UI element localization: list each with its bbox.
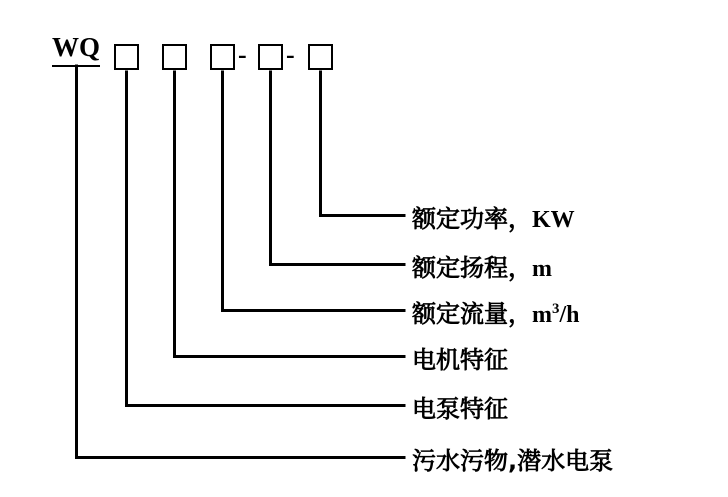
callout-rated-flow-text: 额定流量，: [412, 300, 532, 328]
callout-rated-flow: [412, 294, 579, 329]
callout-motor-feature: 电机特征: [412, 346, 508, 374]
callout-rated-flow-unit-sup: 3: [552, 301, 560, 317]
leader-rated-flow: [223, 72, 405, 311]
leader-rated-power: [321, 72, 405, 216]
callout-rated-head-unit: m: [532, 256, 552, 282]
code-prefix-wq: WQ: [52, 32, 101, 62]
leader-rated-head: [271, 72, 405, 265]
code-separator-2: -: [286, 40, 295, 69]
callout-series-name: 污水污物,潜水电泵: [412, 447, 614, 475]
callout-rated-power-unit: KW: [532, 207, 575, 233]
code-separator-1: -: [238, 40, 247, 69]
callout-rated-head: [412, 248, 552, 283]
callout-rated-head-text: 额定扬程，: [412, 254, 532, 282]
callout-pump-feature: 电泵特征: [412, 395, 508, 423]
callout-rated-flow-unit-tail: /h: [559, 302, 580, 328]
callout-rated-power-text: 额定功率，: [412, 205, 532, 233]
callout-rated-flow-unit: m: [532, 302, 552, 328]
callout-rated-power: [412, 199, 575, 234]
